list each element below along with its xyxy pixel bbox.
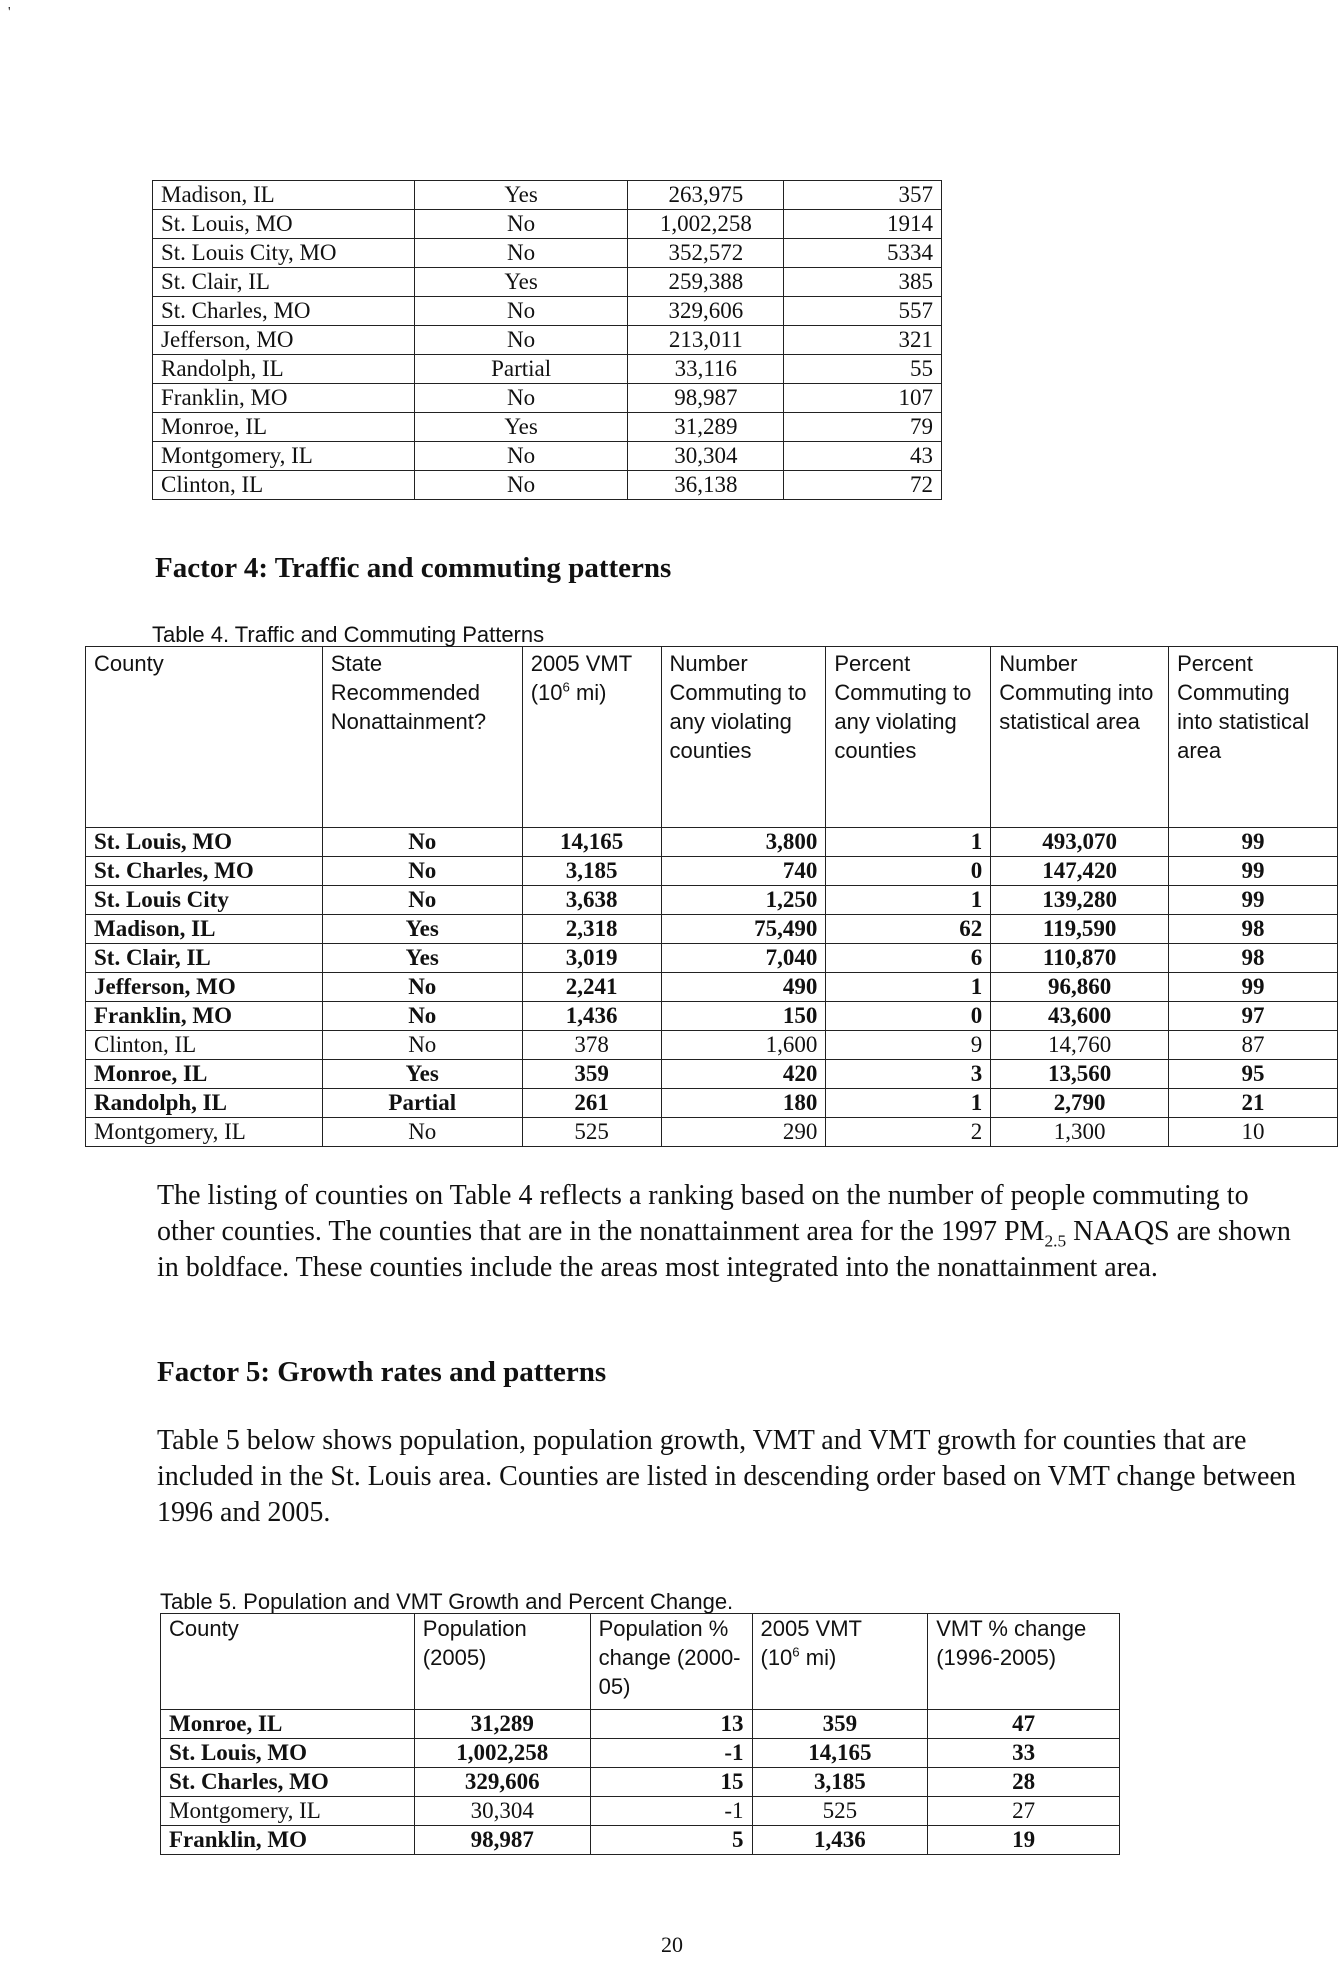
t3-cell-value: 321 — [784, 326, 942, 355]
t4-cell-recommended: Yes — [322, 944, 522, 973]
t5-cell-county: St. Charles, MO — [161, 1768, 415, 1797]
t4-cell-pct-violating: 6 — [826, 944, 991, 973]
t4-cell-pct-statistical: 98 — [1169, 915, 1338, 944]
t3-cell-value: 43 — [784, 442, 942, 471]
t4-cell-pct-statistical: 99 — [1169, 828, 1338, 857]
t3-cell-recommended: Partial — [414, 355, 628, 384]
t4-cell-county: Monroe, IL — [86, 1060, 323, 1089]
t4-cell-pct-statistical: 97 — [1169, 1002, 1338, 1031]
t4-cell-recommended: Yes — [322, 1060, 522, 1089]
t4-cell-pct-statistical: 95 — [1169, 1060, 1338, 1089]
table-row — [153, 413, 942, 442]
t3-cell-recommended: No — [414, 384, 628, 413]
table-row — [153, 297, 942, 326]
t3-cell-county: Franklin, MO — [153, 384, 415, 413]
t3-cell-value: 55 — [784, 355, 942, 384]
t5-cell-population: 31,289 — [414, 1710, 590, 1739]
table-row — [86, 915, 1338, 944]
factor-5-paragraph: Table 5 below shows population, population growth, VMT and VMT growth for counties that are included in the St. Louis area. Counties are listed in descending order based on VMT change between 1996 and 2005. — [157, 1425, 1296, 1528]
table-4-caption: Table 4. Traffic and Commuting Patterns — [152, 622, 545, 647]
table-row — [153, 442, 942, 471]
t4-cell-num-statistical: 110,870 — [991, 944, 1169, 973]
t3-cell-recommended: Yes — [414, 413, 628, 442]
t4-header-percent-commuting-statistical: Percent Commuting into statistical area — [1169, 647, 1338, 828]
table-5-population-vmt-growth — [160, 1613, 1120, 1855]
factor-4-heading: Factor 4: Traffic and commuting patterns — [155, 552, 672, 584]
t4-cell-pct-violating: 1 — [826, 1089, 991, 1118]
t5-cell-population-change: -1 — [590, 1797, 752, 1826]
t4-cell-num-statistical: 119,590 — [991, 915, 1169, 944]
t3-cell-county: St. Charles, MO — [153, 297, 415, 326]
t5-header-vmt — [752, 1614, 928, 1710]
t4-cell-num-statistical: 139,280 — [991, 886, 1169, 915]
t4-header-county: County — [86, 647, 323, 828]
t4-header-state-recommended: State Recommended Nonattainment? — [322, 647, 522, 828]
t5-cell-vmt: 525 — [752, 1797, 928, 1826]
t4-cell-county: Montgomery, IL — [86, 1118, 323, 1147]
t4-cell-num-violating: 490 — [661, 973, 826, 1002]
t5-cell-vmt-change: 47 — [928, 1710, 1120, 1739]
table-4-header-row — [86, 647, 1338, 828]
t4-cell-vmt: 2,318 — [522, 915, 661, 944]
t3-cell-value: 72 — [784, 471, 942, 500]
t3-cell-county: St. Clair, IL — [153, 268, 415, 297]
t3-cell-county: Jefferson, MO — [153, 326, 415, 355]
table-3-continued — [152, 180, 942, 500]
t4-header-vmt-label: 2005 VMT — [530, 651, 633, 676]
table-row — [161, 1768, 1120, 1797]
t4-cell-num-violating: 1,250 — [661, 886, 826, 915]
t5-cell-county: Franklin, MO — [161, 1826, 415, 1855]
t3-cell-population: 1,002,258 — [628, 210, 784, 239]
t4-cell-num-violating: 740 — [661, 857, 826, 886]
t4-cell-pct-violating: 9 — [826, 1031, 991, 1060]
t4-cell-county: St. Louis City — [86, 886, 323, 915]
t4-cell-num-violating: 75,490 — [661, 915, 826, 944]
t4-header-number-commuting-violating: Number Commuting to any violating counties — [661, 647, 826, 828]
t5-cell-county: Monroe, IL — [161, 1710, 415, 1739]
t4-cell-vmt: 359 — [522, 1060, 661, 1089]
t4-cell-num-violating: 7,040 — [661, 944, 826, 973]
t4-cell-num-violating: 1,600 — [661, 1031, 826, 1060]
factor-4-paragraph — [157, 1178, 1297, 1286]
t5-cell-vmt: 3,185 — [752, 1768, 928, 1797]
t5-cell-county: Montgomery, IL — [161, 1797, 415, 1826]
t3-cell-recommended: No — [414, 297, 628, 326]
t4-header-percent-commuting-violating: Percent Commuting to any violating counties — [826, 647, 991, 828]
t4-cell-vmt: 3,019 — [522, 944, 661, 973]
t4-cell-num-violating: 3,800 — [661, 828, 826, 857]
t5-cell-population-change: 13 — [590, 1710, 752, 1739]
table-row — [86, 886, 1338, 915]
t3-cell-county: Madison, IL — [153, 181, 415, 210]
table-row — [86, 1031, 1338, 1060]
t5-cell-county: St. Louis, MO — [161, 1739, 415, 1768]
t4-cell-pct-violating: 1 — [826, 828, 991, 857]
t5-cell-vmt: 14,165 — [752, 1739, 928, 1768]
factor-5-heading: Factor 5: Growth rates and patterns — [157, 1356, 607, 1388]
table-row — [161, 1739, 1120, 1768]
t4-cell-pct-violating: 1 — [826, 973, 991, 1002]
t3-cell-county: Clinton, IL — [153, 471, 415, 500]
t4-cell-county: Jefferson, MO — [86, 973, 323, 1002]
t3-cell-value: 357 — [784, 181, 942, 210]
t4-cell-num-violating: 290 — [661, 1118, 826, 1147]
t4-cell-pct-violating: 3 — [826, 1060, 991, 1089]
t3-cell-county: Montgomery, IL — [153, 442, 415, 471]
t4-header-vmt — [522, 647, 661, 828]
t3-cell-value: 1914 — [784, 210, 942, 239]
t5-header-vmt-unit-end: mi) — [799, 1645, 837, 1670]
page-number: 20 — [661, 1932, 683, 1957]
table-row — [161, 1826, 1120, 1855]
t3-cell-value: 385 — [784, 268, 942, 297]
table-row — [153, 181, 942, 210]
t4-cell-vmt: 14,165 — [522, 828, 661, 857]
t3-cell-population: 259,388 — [628, 268, 784, 297]
t5-header-vmt-change: VMT % change (1996-2005) — [928, 1614, 1120, 1710]
table-row — [153, 384, 942, 413]
t5-header-vmt-unit-exp: 6 — [792, 1644, 800, 1660]
t4-cell-recommended: No — [322, 828, 522, 857]
table-row — [153, 210, 942, 239]
t4-cell-pct-violating: 0 — [826, 1002, 991, 1031]
t5-cell-vmt-change: 27 — [928, 1797, 1120, 1826]
t4-header-vmt-unit-end: mi) — [569, 680, 607, 705]
t4-cell-vmt: 261 — [522, 1089, 661, 1118]
t5-cell-population-change: 5 — [590, 1826, 752, 1855]
t4-cell-num-statistical: 13,560 — [991, 1060, 1169, 1089]
table-row — [86, 944, 1338, 973]
t4-cell-pct-statistical: 99 — [1169, 886, 1338, 915]
t3-cell-recommended: No — [414, 471, 628, 500]
table-row — [153, 268, 942, 297]
t4-cell-pct-statistical: 99 — [1169, 857, 1338, 886]
t3-cell-value: 5334 — [784, 239, 942, 268]
factor-4-paragraph-subscript: 2.5 — [1044, 1231, 1067, 1251]
t4-cell-county: Franklin, MO — [86, 1002, 323, 1031]
t4-cell-pct-statistical: 99 — [1169, 973, 1338, 1002]
t4-header-vmt-unit-exp: 6 — [562, 679, 570, 695]
t4-cell-vmt: 2,241 — [522, 973, 661, 1002]
table-row — [161, 1797, 1120, 1826]
table-row — [86, 973, 1338, 1002]
t3-cell-value: 107 — [784, 384, 942, 413]
t4-cell-num-statistical: 147,420 — [991, 857, 1169, 886]
t3-cell-recommended: No — [414, 442, 628, 471]
t4-cell-recommended: No — [322, 886, 522, 915]
t3-cell-population: 30,304 — [628, 442, 784, 471]
t4-cell-vmt: 3,638 — [522, 886, 661, 915]
t4-cell-num-statistical: 493,070 — [991, 828, 1169, 857]
t4-cell-vmt: 3,185 — [522, 857, 661, 886]
table-4-traffic-commuting — [85, 646, 1338, 1147]
t5-cell-population-change: 15 — [590, 1768, 752, 1797]
t4-cell-num-statistical: 14,760 — [991, 1031, 1169, 1060]
t3-cell-population: 329,606 — [628, 297, 784, 326]
t4-cell-num-violating: 150 — [661, 1002, 826, 1031]
t4-cell-county: St. Louis, MO — [86, 828, 323, 857]
table-row — [86, 1002, 1338, 1031]
t5-header-vmt-label: 2005 VMT — [760, 1616, 862, 1641]
t4-header-number-commuting-statistical: Number Commuting into statistical area — [991, 647, 1169, 828]
t4-cell-county: St. Clair, IL — [86, 944, 323, 973]
t4-cell-county: St. Charles, MO — [86, 857, 323, 886]
t4-cell-recommended: No — [322, 1118, 522, 1147]
t3-cell-population: 36,138 — [628, 471, 784, 500]
table-row — [86, 1089, 1338, 1118]
table-row — [86, 1060, 1338, 1089]
t4-cell-pct-violating: 62 — [826, 915, 991, 944]
table-row — [86, 1118, 1338, 1147]
t4-cell-pct-statistical: 98 — [1169, 944, 1338, 973]
t4-cell-num-statistical: 96,860 — [991, 973, 1169, 1002]
t4-cell-pct-statistical: 10 — [1169, 1118, 1338, 1147]
table-row — [153, 239, 942, 268]
t4-cell-num-statistical: 2,790 — [991, 1089, 1169, 1118]
t3-cell-population: 263,975 — [628, 181, 784, 210]
t3-cell-county: St. Louis City, MO — [153, 239, 415, 268]
t3-cell-county: Randolph, IL — [153, 355, 415, 384]
t3-cell-recommended: No — [414, 210, 628, 239]
t5-cell-population-change: -1 — [590, 1739, 752, 1768]
t4-cell-vmt: 378 — [522, 1031, 661, 1060]
table-row — [153, 471, 942, 500]
t3-cell-population: 213,011 — [628, 326, 784, 355]
t4-cell-num-violating: 180 — [661, 1089, 826, 1118]
t3-cell-county: Monroe, IL — [153, 413, 415, 442]
t5-cell-vmt-change: 33 — [928, 1739, 1120, 1768]
t5-header-population-change: Population % change (2000-05) — [590, 1614, 752, 1710]
t4-cell-pct-statistical: 21 — [1169, 1089, 1338, 1118]
table-5-header-row — [161, 1614, 1120, 1710]
factor-4-paragraph-text-2: NAAQS are shown in boldface. These counties include the areas most integrated into the nonattainment area. — [157, 1216, 1291, 1283]
t5-header-population: Population (2005) — [414, 1614, 590, 1710]
t5-header-vmt-unit-base: (10 — [760, 1645, 793, 1670]
t4-cell-recommended: Partial — [322, 1089, 522, 1118]
t4-cell-vmt: 525 — [522, 1118, 661, 1147]
t3-cell-population: 352,572 — [628, 239, 784, 268]
t4-cell-pct-statistical: 87 — [1169, 1031, 1338, 1060]
t4-cell-county: Randolph, IL — [86, 1089, 323, 1118]
t4-cell-num-statistical: 43,600 — [991, 1002, 1169, 1031]
t5-cell-vmt-change: 28 — [928, 1768, 1120, 1797]
t4-cell-pct-violating: 2 — [826, 1118, 991, 1147]
t4-cell-num-violating: 420 — [661, 1060, 826, 1089]
table-row — [153, 355, 942, 384]
table-row — [86, 828, 1338, 857]
t3-cell-value: 79 — [784, 413, 942, 442]
t3-cell-value: 557 — [784, 297, 942, 326]
t3-cell-population: 31,289 — [628, 413, 784, 442]
t4-cell-num-statistical: 1,300 — [991, 1118, 1169, 1147]
t5-cell-population: 30,304 — [414, 1797, 590, 1826]
t3-cell-population: 98,987 — [628, 384, 784, 413]
t3-cell-county: St. Louis, MO — [153, 210, 415, 239]
t5-cell-population: 329,606 — [414, 1768, 590, 1797]
t4-cell-recommended: No — [322, 1002, 522, 1031]
table-5-caption: Table 5. Population and VMT Growth and Percent Change. — [160, 1589, 734, 1614]
t5-header-county: County — [161, 1614, 415, 1710]
t4-cell-county: Clinton, IL — [86, 1031, 323, 1060]
table-row — [86, 857, 1338, 886]
t4-cell-vmt: 1,436 — [522, 1002, 661, 1031]
table-row — [153, 326, 942, 355]
t4-cell-recommended: Yes — [322, 915, 522, 944]
factor-4-paragraph-text-1: The listing of counties on Table 4 reflects a ranking based on the number of people commuting to other counties. The counties that are in the nonattainment area for the 1997 PM — [157, 1180, 1249, 1247]
t4-cell-recommended: No — [322, 857, 522, 886]
t3-cell-population: 33,116 — [628, 355, 784, 384]
table-row — [161, 1710, 1120, 1739]
t5-cell-population: 1,002,258 — [414, 1739, 590, 1768]
t4-cell-pct-violating: 0 — [826, 857, 991, 886]
t3-cell-recommended: No — [414, 239, 628, 268]
t4-cell-pct-violating: 1 — [826, 886, 991, 915]
corner-tick-mark: ' — [8, 5, 11, 20]
t4-cell-recommended: No — [322, 973, 522, 1002]
t5-cell-vmt: 1,436 — [752, 1826, 928, 1855]
t4-header-vmt-unit-base: (10 — [530, 680, 563, 705]
t3-cell-recommended: Yes — [414, 268, 628, 297]
t4-cell-recommended: No — [322, 1031, 522, 1060]
t3-cell-recommended: Yes — [414, 181, 628, 210]
t5-cell-population: 98,987 — [414, 1826, 590, 1855]
t4-cell-county: Madison, IL — [86, 915, 323, 944]
t5-cell-vmt: 359 — [752, 1710, 928, 1739]
t5-cell-vmt-change: 19 — [928, 1826, 1120, 1855]
t3-cell-recommended: No — [414, 326, 628, 355]
